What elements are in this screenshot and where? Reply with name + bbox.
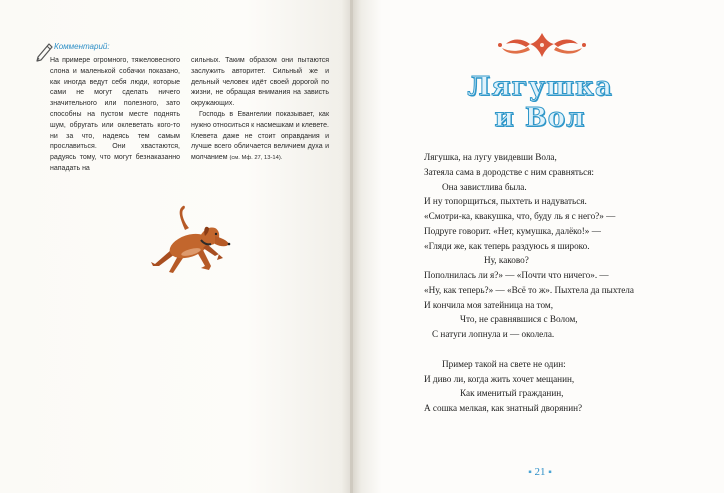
commentary-paragraph: сильных. Таким образом они пытаются заслужить авторитет. Сильный же и дельный человек идёт своей дорогой по жизни, не обращая внимания на зависть окружающих. — [191, 57, 329, 108]
floral-ornament — [494, 30, 590, 60]
book-gutter — [350, 0, 353, 493]
poem-line: И кончила моя затейница на том, — [424, 299, 554, 310]
fable-poem — [424, 150, 714, 416]
poem-line: «Ну, как теперь?» — «Всё то ж». Пыхтела да пыхтела — [424, 284, 634, 295]
poem-line: Подруге говорит. «Нет, кумушка, далёко!» — — [424, 225, 601, 236]
poem-line: Что, не сравнявшися с Волом, — [460, 314, 578, 325]
scripture-reference: (см. Мф. 27, 13-14). — [229, 155, 283, 162]
poem-line: Лягушка, на лугу увидевши Вола, — [424, 152, 557, 162]
poem-line: С натуги лопнула и — околела. — [432, 329, 555, 339]
poem-line: Затеяла сама в дородстве с ним сравняться: — [424, 166, 594, 177]
commentary-column-2 — [191, 56, 329, 164]
fable-title-line: Лягушка — [467, 72, 613, 102]
fable-title-line: и Вол — [494, 103, 586, 133]
poem-line: «Смотри-ка, квакушка, что, буду ль я с него?» — — [424, 211, 616, 221]
commentary-paragraph: На примере огромного, тяжеловесного слона и маленькой собачки показано, как иногда ведут себя люди, которые сами не могут сделать ничего значительного или полезного, зато способны на пустом месте поднять шум, обругать или оклеветать кого-то ни за что, надеясь тем самым прославиться. Они хвастаются, радуясь тому, что могут безнаказанно нападать на — [50, 57, 180, 172]
moral-line: А сошка мелкая, как знатный дворянин? — [424, 403, 583, 413]
poem-line: «Гляди же, как теперь раздуюсь я широко. — [424, 240, 590, 251]
poem-line: Пополнилась ли я?» — «Почти что ничего». — — [424, 270, 609, 280]
fable-title — [440, 72, 640, 134]
square-bullet-icon: ▪ — [548, 467, 552, 478]
dog-illustration — [145, 200, 235, 280]
square-bullet-icon: ▪ — [528, 467, 532, 478]
poem-line: Она завистлива была. — [442, 181, 527, 192]
page-number-value: 21 — [534, 466, 546, 478]
commentary-column-1 — [50, 56, 180, 175]
moral-line: И диво ли, когда жить хочет мещанин, — [424, 373, 575, 384]
commentary-paragraph — [191, 110, 329, 164]
moral-line: Пример такой на свете не один: — [442, 358, 566, 369]
poem-line: Ну, каково? — [484, 255, 529, 266]
poem-line: И ну топорщиться, пыхтеть и надуваться. — [424, 196, 587, 207]
stanza-gap — [424, 342, 714, 357]
moral-line: Как именитый гражданин, — [460, 388, 564, 399]
page-number — [505, 466, 575, 478]
commentary-text: Господь в Евангелии показывает, как нужно относиться к насмешкам и клевете. Клевета даже не стоит оправдания и лучше всего обличается величием духа и молчанием — [191, 110, 329, 162]
commentary-heading: Комментарий: — [54, 42, 110, 51]
